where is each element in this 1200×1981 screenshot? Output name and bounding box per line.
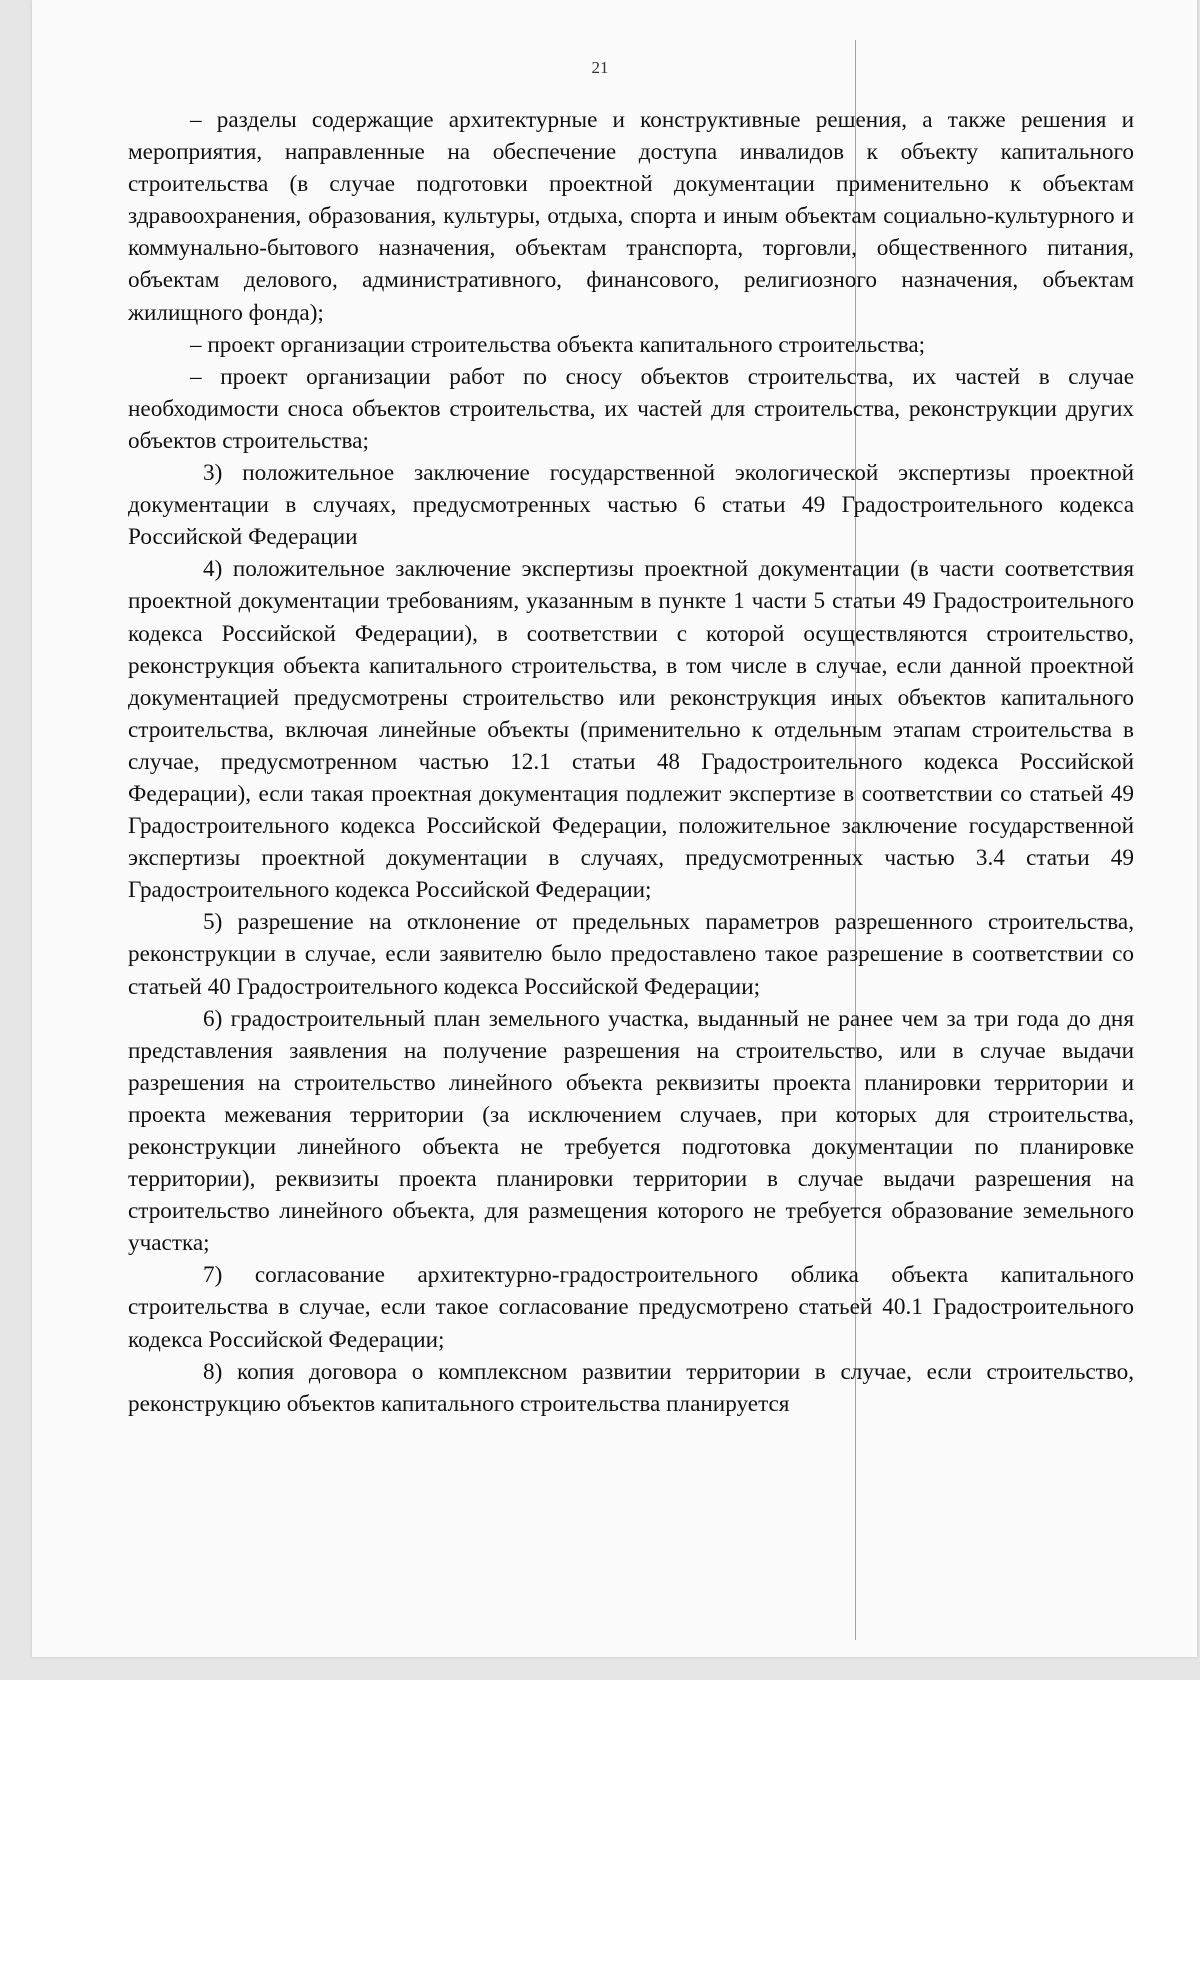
paragraph-item-6: 6) градостроительный план земельного участка, выданный не ранее чем за три года до дня представления заявления на получение разрешения на строительство, или в случае выдачи разрешения на строительство линейного объекта реквизиты проекта планировки территории и проекта межевания территории (за исключением случаев, при которых для строительства, реконструкции линейного объекта не требуется подготовка документации по планировке территории), реквизиты проекта планировки территории в случае выдачи разрешения на строительство линейного объекта, для размещения которого не требуется образование земельного участка; (128, 1005, 1134, 1257)
paragraph-item-5: 5) разрешение на отклонение от предельных параметров разрешенного строительства, реконструкции в случае, если заявителю было предоставлено такое разрешение в соответствии со статьей 40 Градостроительного кодекса Российской Федерации; (128, 909, 1134, 1000)
paragraph-demolition-project: – проект организации работ по сносу объектов строительства, их частей в случае необходимости сноса объектов строительства, их частей для строительства, реконструкции других объектов строительства; (128, 363, 1134, 454)
document-body (128, 104, 1134, 1420)
paragraph-sections-architectural: – разделы содержащие архитектурные и конструктивные решения, а также решения и мероприятия, направленные на обеспечение доступа инвалидов к объекту капитального строительства (в случае подготовки проектной документации применительно к объектам здравоохранения, образования, культуры, отдыха, спорта и иным объектам социально-культурного и коммунально-бытового назначения, объектам транспорта, торговли, общественного питания, объектам делового, административного, финансового, религиозного назначения, объектам жилищного фонда); (128, 107, 1134, 326)
page-number: 21 (591, 58, 609, 77)
paragraph-item-4: 4) положительное заключение экспертизы проектной документации (в части соответствия проектной документации требованиям, указанным в пункте 1 части 5 статьи 49 Градостроительного кодекса Российской Федерации), в соответствии с которой осуществляются строительство, реконструкция объекта капитального строительства, в том числе в случае, если данной проектной документацией предусмотрены строительство или реконструкция иных объектов капитального строительства, включая линейные объекты (применительно к отдельным этапам строительства в случае, предусмотренном частью 12.1 статьи 48 Градостроительного кодекса Российской Федерации), если такая проектная документация подлежит экспертизе в соответствии со статьей 49 Градостроительного кодекса Российской Федерации, положительное заключение государственной экспертизы проектной документации в случаях, предусмотренных частью 3.4 статьи 49 Градостроительного кодекса Российской Федерации; (128, 556, 1134, 904)
paragraph-item-7: 7) согласование архитектурно-градостроительного облика объекта капитального строительства в случае, если такое согласование предусмотрено статьей 40.1 Градостроительного кодекса Российской Федерации; (128, 1262, 1134, 1353)
paragraph-construction-project: – проект организации строительства объекта капитального строительства; (190, 331, 926, 358)
paragraph-item-3: 3) положительное заключение государственной экологической экспертизы проектной документации в случаях, предусмотренных частью 6 статьи 49 Градостроительного кодекса Российской Федерации (128, 460, 1134, 551)
paragraph-item-8: 8) копия договора о комплексном развитии территории в случае, если строительство, реконструкцию объектов капитального строительства планируется (128, 1358, 1134, 1417)
